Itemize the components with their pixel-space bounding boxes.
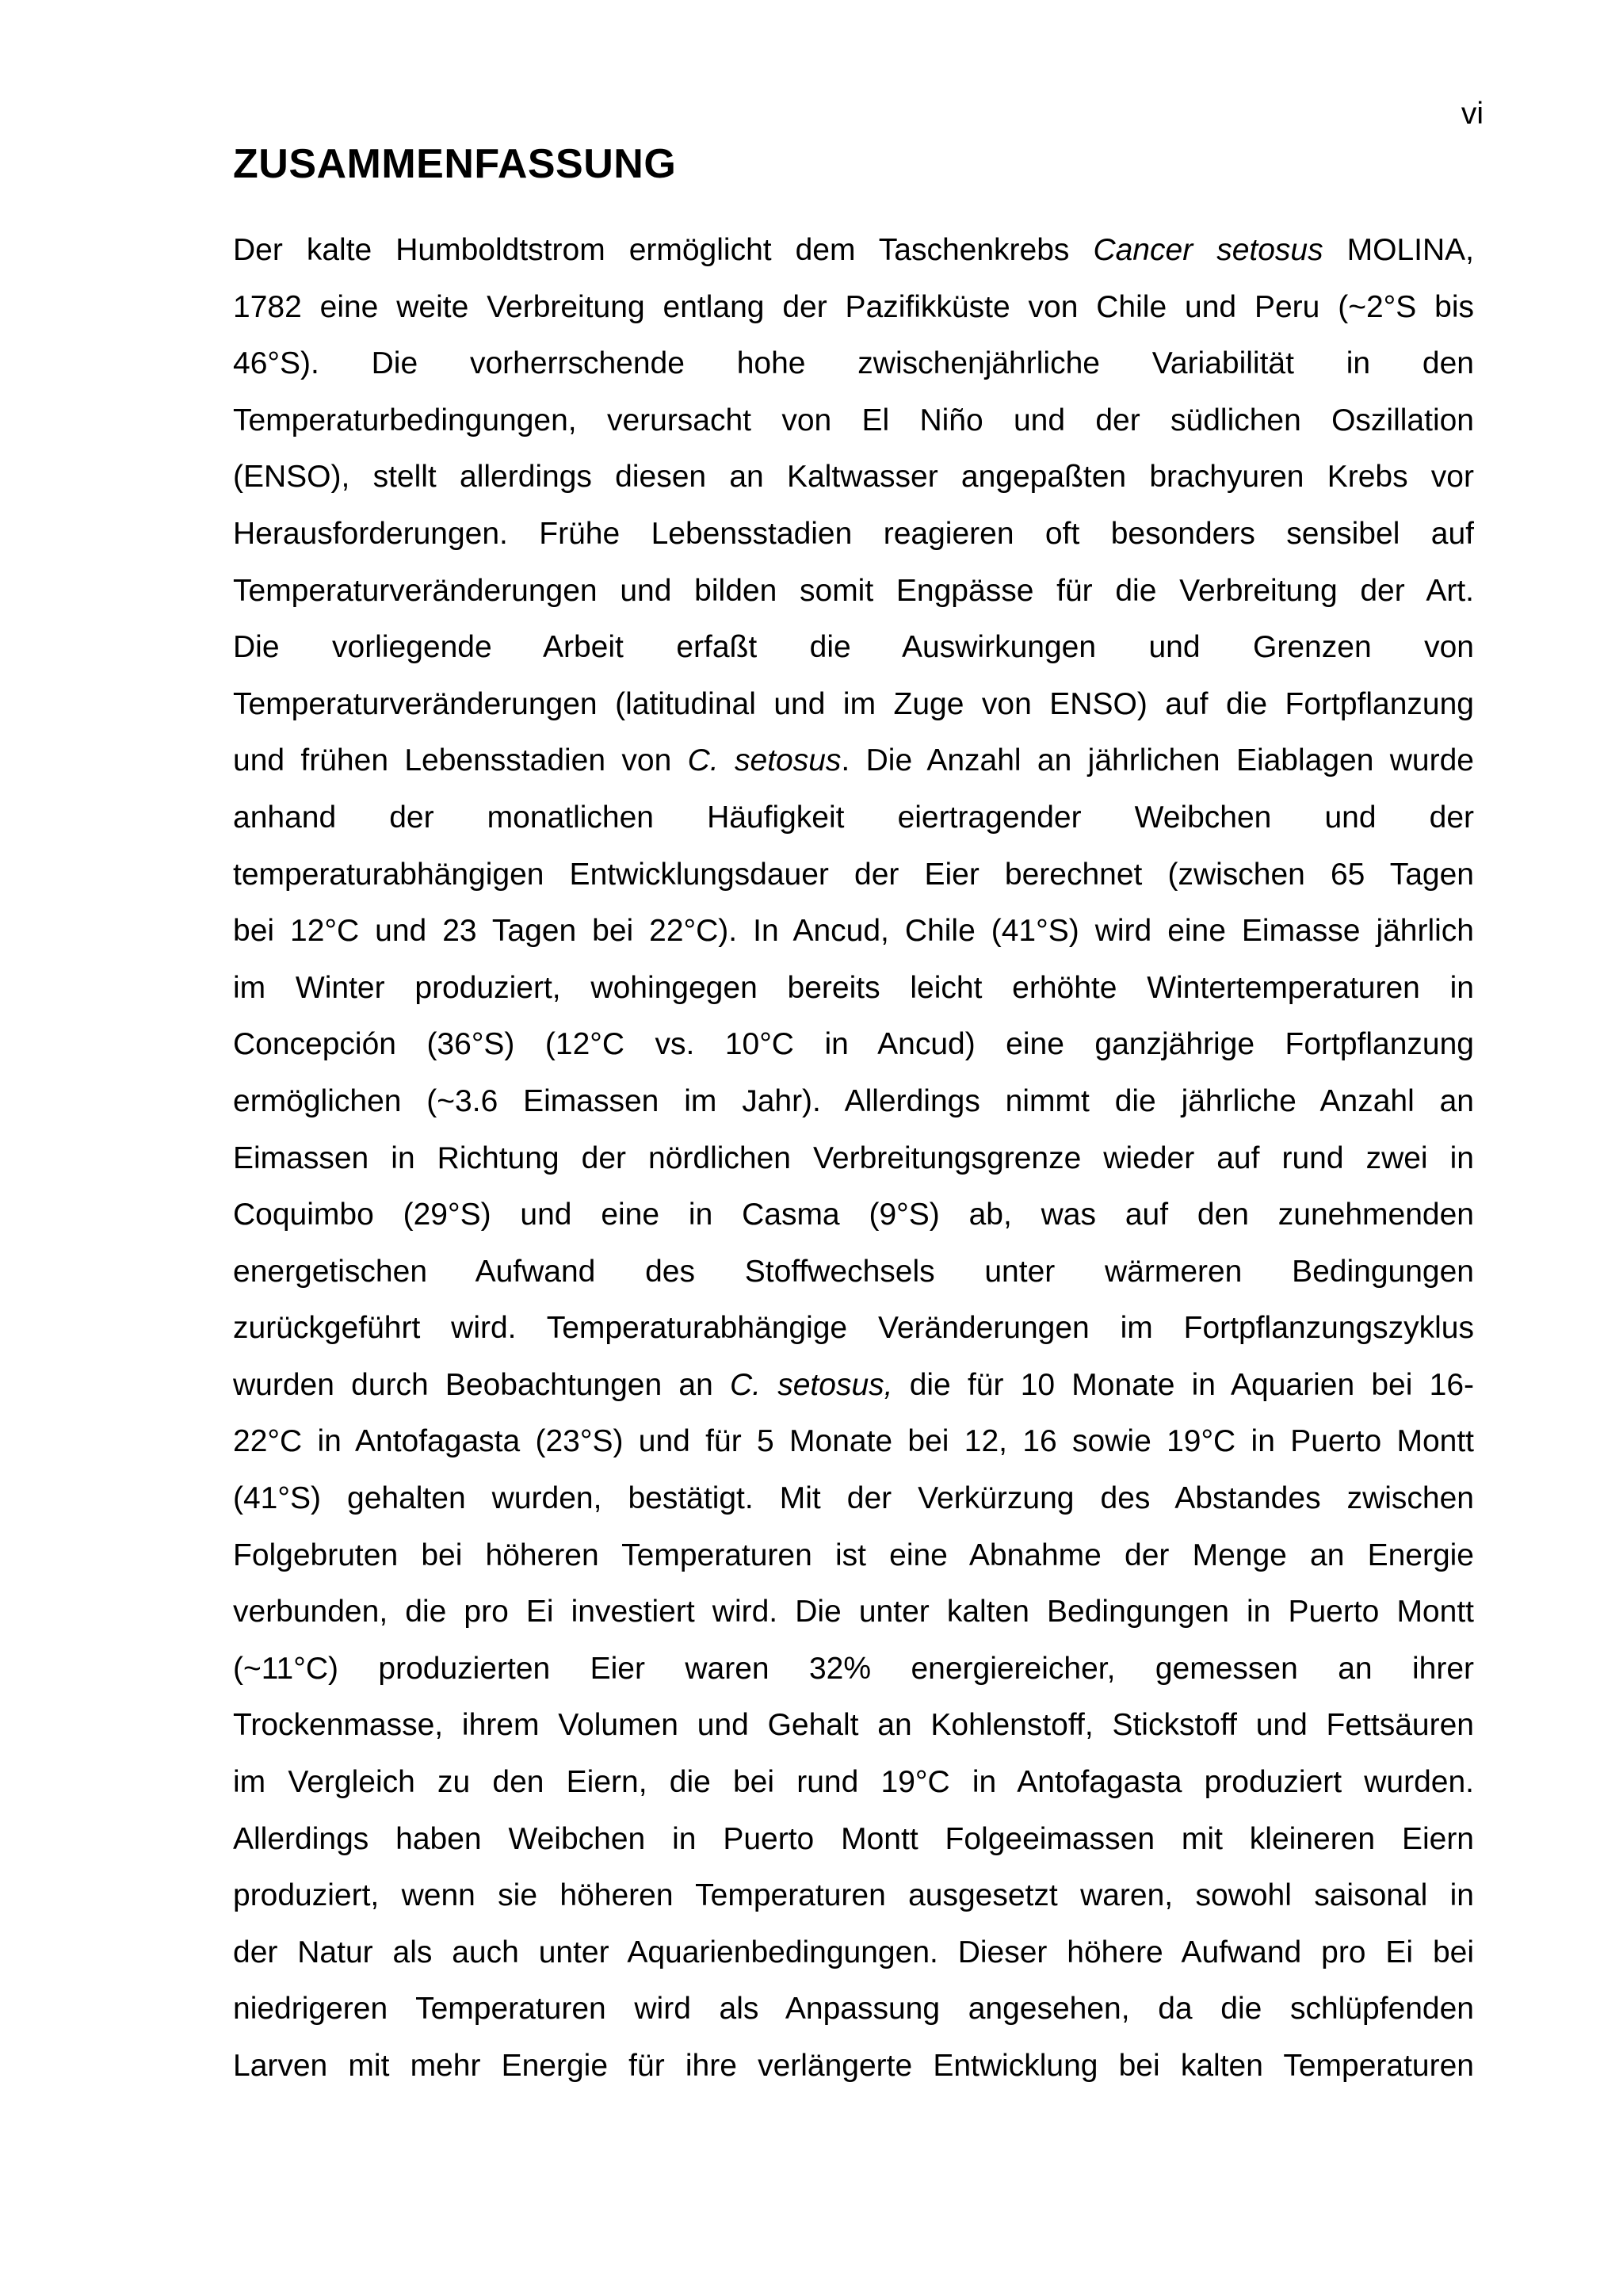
- text-line: [233, 392, 1474, 449]
- text-line: [233, 222, 1474, 279]
- text-line: [233, 960, 1474, 1017]
- text-segment: Temperaturbedingungen, verursacht von El Niño und der südlichen Oszillation: [233, 403, 1474, 437]
- text-segment: 1782 eine weite Verbreitung entlang der Pazifikküste von Chile und Peru (~2°S bis: [233, 289, 1474, 324]
- text-segment: Temperaturveränderungen und bilden somit Engpässe für die Verbreitung der Art.: [233, 573, 1474, 608]
- text-line: [233, 506, 1474, 563]
- text-segment: . Die Anzahl an jährlichen Eiablagen wurde: [841, 743, 1474, 778]
- text-line: [233, 1981, 1474, 2038]
- text-line: [233, 1073, 1474, 1130]
- text-line: [233, 1584, 1474, 1641]
- text-line: [233, 732, 1474, 789]
- text-segment: MOLINA,: [1323, 233, 1474, 267]
- italic-species-name: C. setosus: [687, 743, 842, 778]
- text-segment: Larven mit mehr Energie für ihre verlängerte Entwicklung bei kalten Temperaturen: [233, 2049, 1474, 2083]
- text-segment: produziert, wenn sie höheren Temperaturen ausgesetzt waren, sowohl saisonal in: [233, 1878, 1474, 1913]
- text-segment: Der kalte Humboldtstrom ermöglicht dem Taschenkrebs: [233, 233, 1094, 267]
- text-segment: Trockenmasse, ihrem Volumen und Gehalt an Kohlenstoff, Stickstoff und Fettsäuren: [233, 1708, 1474, 1743]
- text-line: [233, 789, 1474, 846]
- text-line: [233, 335, 1474, 392]
- text-line: [233, 1244, 1474, 1301]
- text-segment: temperaturabhängigen Entwicklungsdauer der Eier berechnet (zwischen 65 Tagen: [233, 857, 1474, 892]
- text-line: [233, 1811, 1474, 1868]
- text-line: [233, 279, 1474, 336]
- text-line: [233, 1924, 1474, 1981]
- text-line: [233, 1470, 1474, 1527]
- text-line: [233, 2038, 1474, 2095]
- text-line: [233, 563, 1474, 620]
- text-segment: (ENSO), stellt allerdings diesen an Kaltwasser angepaßten brachyuren Krebs vor: [233, 460, 1474, 495]
- text-segment: niedrigeren Temperaturen wird als Anpassung angesehen, da die schlüpfenden: [233, 1992, 1474, 2027]
- text-line: [233, 1527, 1474, 1584]
- text-line: [233, 1697, 1474, 1754]
- page-number: vi: [1461, 97, 1484, 131]
- text-line: [233, 846, 1474, 904]
- text-segment: im Winter produziert, wohingegen bereits leicht erhöhte Wintertemperaturen in: [233, 970, 1474, 1005]
- text-segment: Coquimbo (29°S) und eine in Casma (9°S) ab, was auf den zunehmenden: [233, 1198, 1474, 1232]
- text-line: [233, 676, 1474, 733]
- text-line: [233, 1186, 1474, 1244]
- text-segment: Allerdings haben Weibchen in Puerto Montt Folgeeimassen mit kleineren Eiern: [233, 1821, 1474, 1856]
- text-line: [233, 449, 1474, 506]
- text-segment: der Natur als auch unter Aquarienbedingungen. Dieser höhere Aufwand pro Ei bei: [233, 1935, 1474, 1969]
- text-segment: die für 10 Monate in Aquarien bei 16-: [892, 1367, 1474, 1402]
- text-line: [233, 1300, 1474, 1357]
- text-segment: Herausforderungen. Frühe Lebensstadien reagieren oft besonders sensibel auf: [233, 516, 1474, 551]
- text-segment: Die vorliegende Arbeit erfaßt die Auswirkungen und Grenzen von: [233, 630, 1474, 665]
- text-segment: energetischen Aufwand des Stoffwechsels unter wärmeren Bedingungen: [233, 1254, 1474, 1289]
- body-paragraph: [233, 222, 1474, 2095]
- text-segment: ermöglichen (~3.6 Eimassen im Jahr). Allerdings nimmt die jährliche Anzahl an: [233, 1083, 1474, 1118]
- italic-species-name: Cancer setosus: [1093, 233, 1323, 267]
- text-segment: und frühen Lebensstadien von: [233, 743, 688, 778]
- text-line: [233, 1867, 1474, 1924]
- text-segment: (41°S) gehalten wurden, bestätigt. Mit der Verkürzung des Abstandes zwischen: [233, 1481, 1474, 1516]
- text-segment: Folgebruten bei höheren Temperaturen ist eine Abnahme der Menge an Energie: [233, 1538, 1474, 1572]
- text-segment: Temperaturveränderungen (latitudinal und im Zuge von ENSO) auf die Fortpflanzung: [233, 686, 1474, 721]
- text-line: [233, 1357, 1474, 1414]
- text-segment: Eimassen in Richtung der nördlichen Verbreitungsgrenze wieder auf rund zwei in: [233, 1140, 1474, 1175]
- text-line: [233, 619, 1474, 676]
- text-segment: zurückgeführt wird. Temperaturabhängige Veränderungen im Fortpflanzungszyklus: [233, 1311, 1474, 1346]
- text-segment: bei 12°C und 23 Tagen bei 22°C). In Ancud, Chile (41°S) wird eine Eimasse jährlich: [233, 914, 1474, 949]
- italic-species-name: C. setosus,: [730, 1367, 893, 1402]
- text-segment: 46°S). Die vorherrschende hohe zwischenjährliche Variabilität in den: [233, 346, 1474, 381]
- text-segment: Concepción (36°S) (12°C vs. 10°C in Ancud) eine ganzjährige Fortpflanzung: [233, 1027, 1474, 1062]
- text-line: [233, 1641, 1474, 1698]
- text-line: [233, 1754, 1474, 1811]
- text-segment: (~11°C) produzierten Eier waren 32% energiereicher, gemessen an ihrer: [233, 1651, 1474, 1686]
- text-segment: verbunden, die pro Ei investiert wird. Die unter kalten Bedingungen in Puerto Montt: [233, 1595, 1474, 1629]
- text-line: [233, 1016, 1474, 1073]
- text-line: [233, 1413, 1474, 1470]
- text-segment: im Vergleich zu den Eiern, die bei rund 19°C in Antofagasta produziert wurden.: [233, 1765, 1474, 1800]
- text-line: [233, 903, 1474, 960]
- section-heading: ZUSAMMENFASSUNG: [233, 141, 677, 187]
- text-line: [233, 1130, 1474, 1187]
- text-segment: anhand der monatlichen Häufigkeit eiertragender Weibchen und der: [233, 800, 1474, 835]
- text-segment: 22°C in Antofagasta (23°S) und für 5 Monate bei 12, 16 sowie 19°C in Puerto Montt: [233, 1424, 1474, 1459]
- text-segment: wurden durch Beobachtungen an: [233, 1367, 730, 1402]
